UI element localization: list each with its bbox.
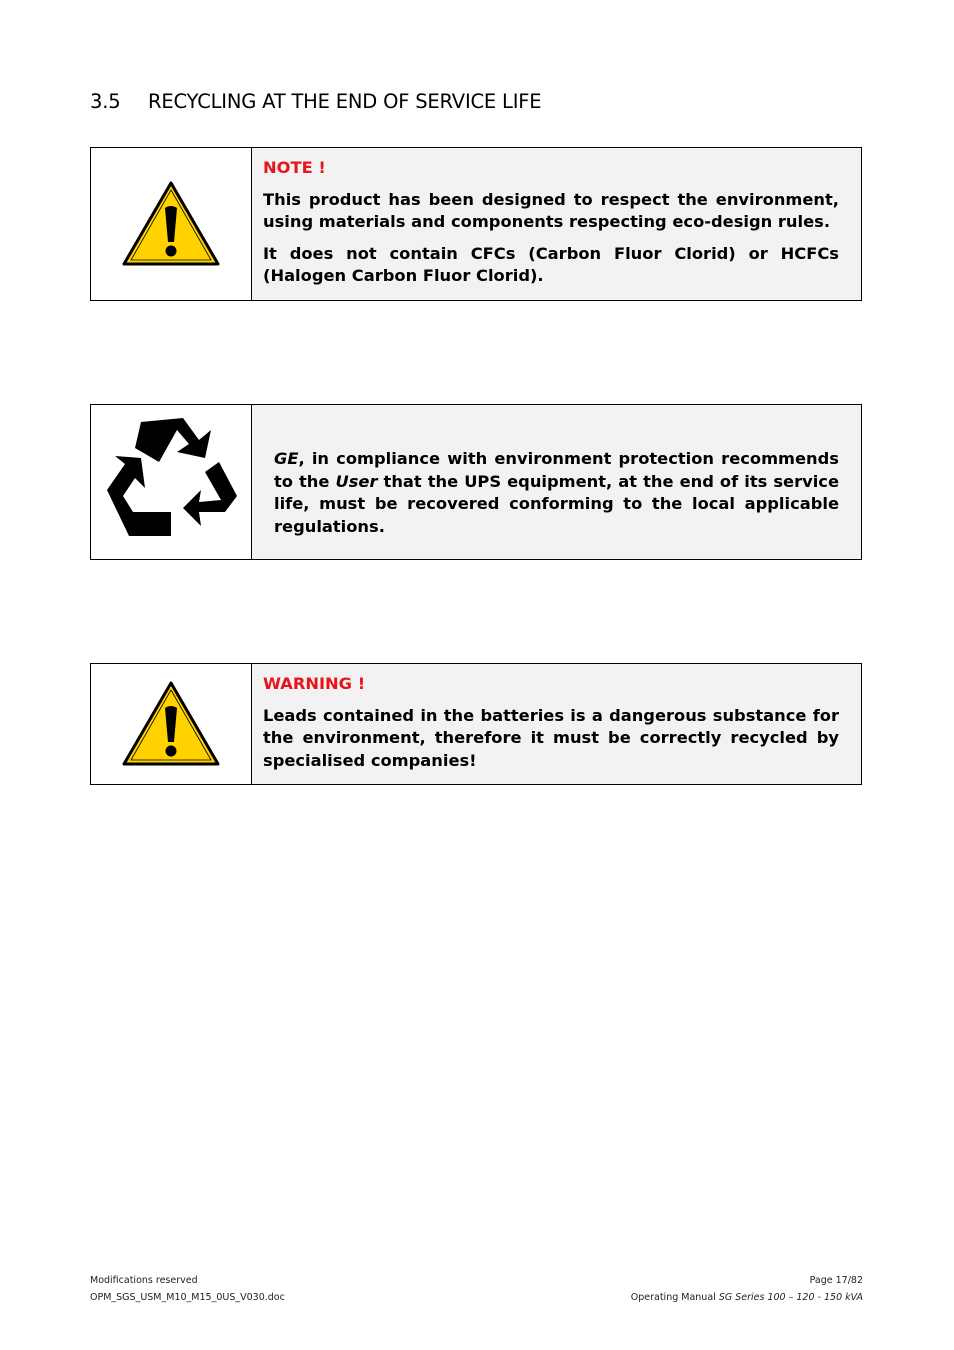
note-paragraph-2: It does not contain CFCs (Carbon Fluor Clorid) or HCFCs (Halogen Carbon Fluor Clorid). (263, 243, 839, 285)
recycle-box (90, 404, 862, 560)
recycle-text-b: that the UPS equipment, at the end of its service life, must be recovered conforming to the local applicable regulations. (274, 471, 839, 536)
recycle-icon-cell (91, 405, 252, 559)
note-box (90, 147, 862, 301)
recycle-text-a: , in compliance with environment protection recommends to the (274, 449, 839, 491)
section-heading (90, 90, 541, 113)
footer-manual-prefix: Operating Manual (630, 1292, 719, 1303)
footer-page-number: Page 17/82 (809, 1275, 863, 1286)
note-paragraph-1: This product has been designed to respect the environment, using materials and components respecting eco-design rules. (263, 189, 839, 231)
warning-text-cell (252, 664, 861, 784)
note-text-cell (252, 148, 861, 300)
warning-box (90, 663, 862, 785)
company-name: GE (274, 449, 299, 468)
warning-triangle-icon (121, 680, 221, 768)
section-number: 3.5 (90, 90, 121, 113)
warning-paragraph: Leads contained in the batteries is a dangerous substance for the environment, therefore it must be correctly recycled by specialised companies! (263, 705, 839, 770)
recycle-paragraph (274, 448, 839, 538)
footer-filename: OPM_SGS_USM_M10_M15_0US_V030.doc (90, 1292, 285, 1303)
note-icon-cell (91, 148, 252, 300)
recycle-text-cell (252, 405, 861, 559)
recycle-icon (101, 412, 241, 552)
warning-triangle-icon (121, 180, 221, 268)
footer-modifications: Modifications reserved (90, 1275, 198, 1286)
footer-manual-title (631, 1292, 863, 1303)
footer-manual-series: SG Series 100 – 120 - 150 kVA (718, 1292, 863, 1303)
user-word: User (335, 471, 378, 491)
note-label: NOTE ! (263, 158, 326, 177)
section-title: RECYCLING AT THE END OF SERVICE LIFE (148, 90, 542, 113)
warning-label: WARNING ! (263, 674, 366, 693)
warning-icon-cell (91, 664, 252, 784)
